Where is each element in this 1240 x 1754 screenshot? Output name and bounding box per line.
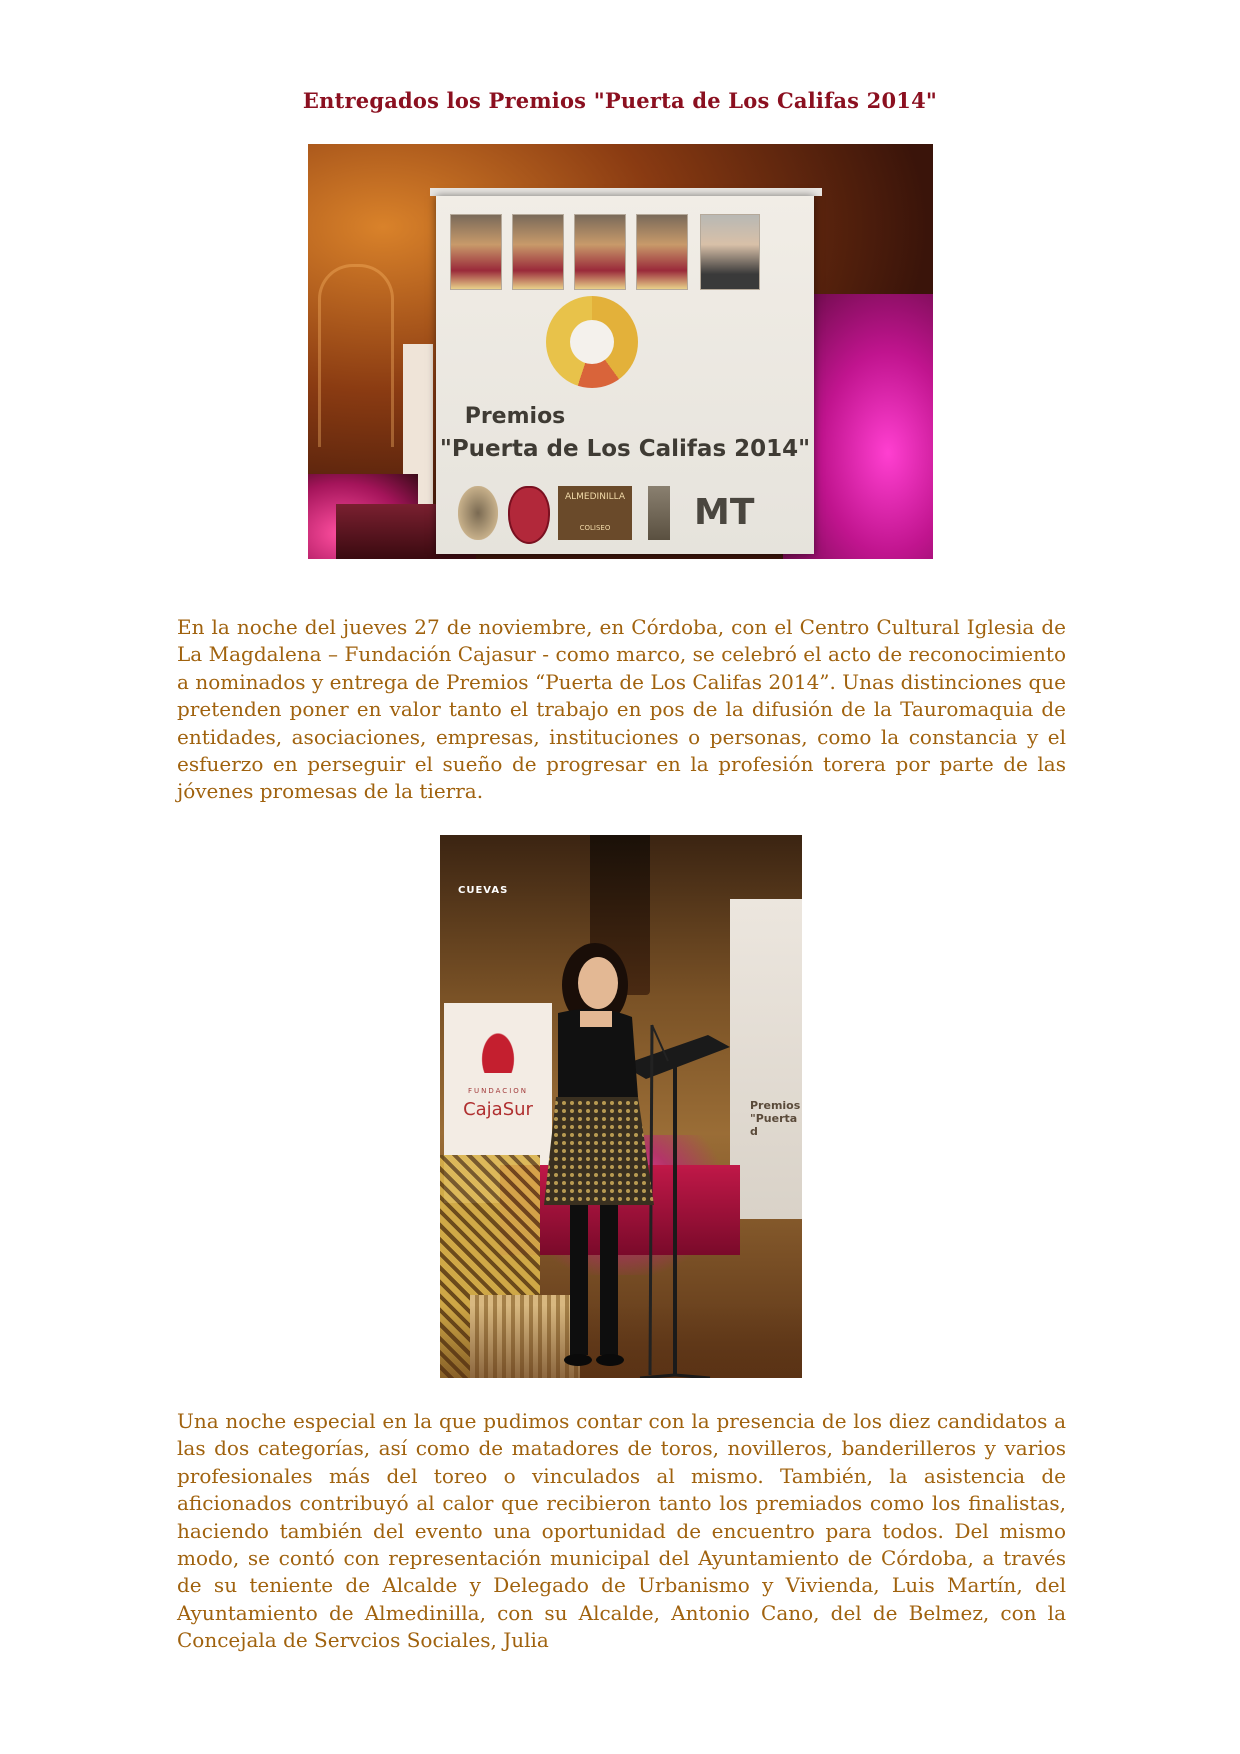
awards-logo-ring (546, 296, 638, 388)
screen-title-line2: "Puerta de Los Califas 2014" (439, 436, 811, 462)
nominee-photo (450, 214, 502, 290)
statue-logo (648, 486, 670, 540)
nominee-photo (636, 214, 688, 290)
almedinilla-logo (558, 486, 632, 540)
almedinilla-logo-subtext: COLISEO (579, 524, 611, 532)
map-logo (458, 486, 498, 540)
nominee-photo (700, 214, 760, 290)
paragraph-2: Una noche especial en la que pudimos contar con la presencia de los diez candidatos a las dos categorías, así como de matadores de toros, novilleros, banderilleros y varios profesionales más del toreo o vinculados al mismo. También, la asistencia de aficionados contribuyó al calor que recibieron tanto los premiados como los finalistas, haciendo también del evento una oportunidad de encuentro para todos. Del mismo modo, se contó con representación municipal del Ayuntamiento de Córdoba, a través de su teniente de Alcalde y Delegado de Urbanismo y Vivienda, Luis Martín, del Ayuntamiento de Almedinilla, con su Alcalde, Antonio Cano, del de Belmez, con la Concejala de Servcios Sociales, Julia (177, 1409, 1066, 1653)
screen-title-line1: Premios (464, 404, 566, 429)
nominee-photo (574, 214, 626, 290)
speaker-figure (440, 835, 802, 1378)
document-title: Entregados los Premios "Puerta de Los Califas 2014" (302, 88, 938, 113)
mt-logo: MT (694, 492, 755, 533)
cajasur-banner-foundation: FUNDACION (467, 1087, 529, 1095)
nominee-photo (512, 214, 564, 290)
cajasur-banner-name: CajaSur (463, 1099, 533, 1120)
side-screen-text: Premios "Puerta d (750, 1099, 801, 1138)
sponsor-logos (458, 486, 794, 542)
crest-logo (508, 486, 550, 544)
paragraph-1: En la noche del jueves 27 de noviembre, en Córdoba, con el Centro Cultural Iglesia de La Magdalena – Fundación Cajasur - como marco, se celebró el acto de reconocimiento a nominados y entrega de Premios “Puerta de Los Califas 2014”. Unas distinciones que pretenden poner en valor tanto el trabajo en pos de la difusión de la Tauromaquia de entidades, asociaciones, empresas, instituciones o personas, como la constancia y el esfuerzo en perseguir el sueño de progresar en la profesión torera por parte de las jóvenes promesas de la tierra. (177, 615, 1066, 804)
screen-bar (430, 188, 822, 196)
projection-screen (436, 196, 814, 554)
speaker-photo (440, 835, 802, 1378)
awards-screen-photo (308, 144, 933, 559)
photo-watermark: CUEVAS (458, 885, 509, 896)
almedinilla-logo-text: ALMEDINILLA (565, 492, 625, 502)
